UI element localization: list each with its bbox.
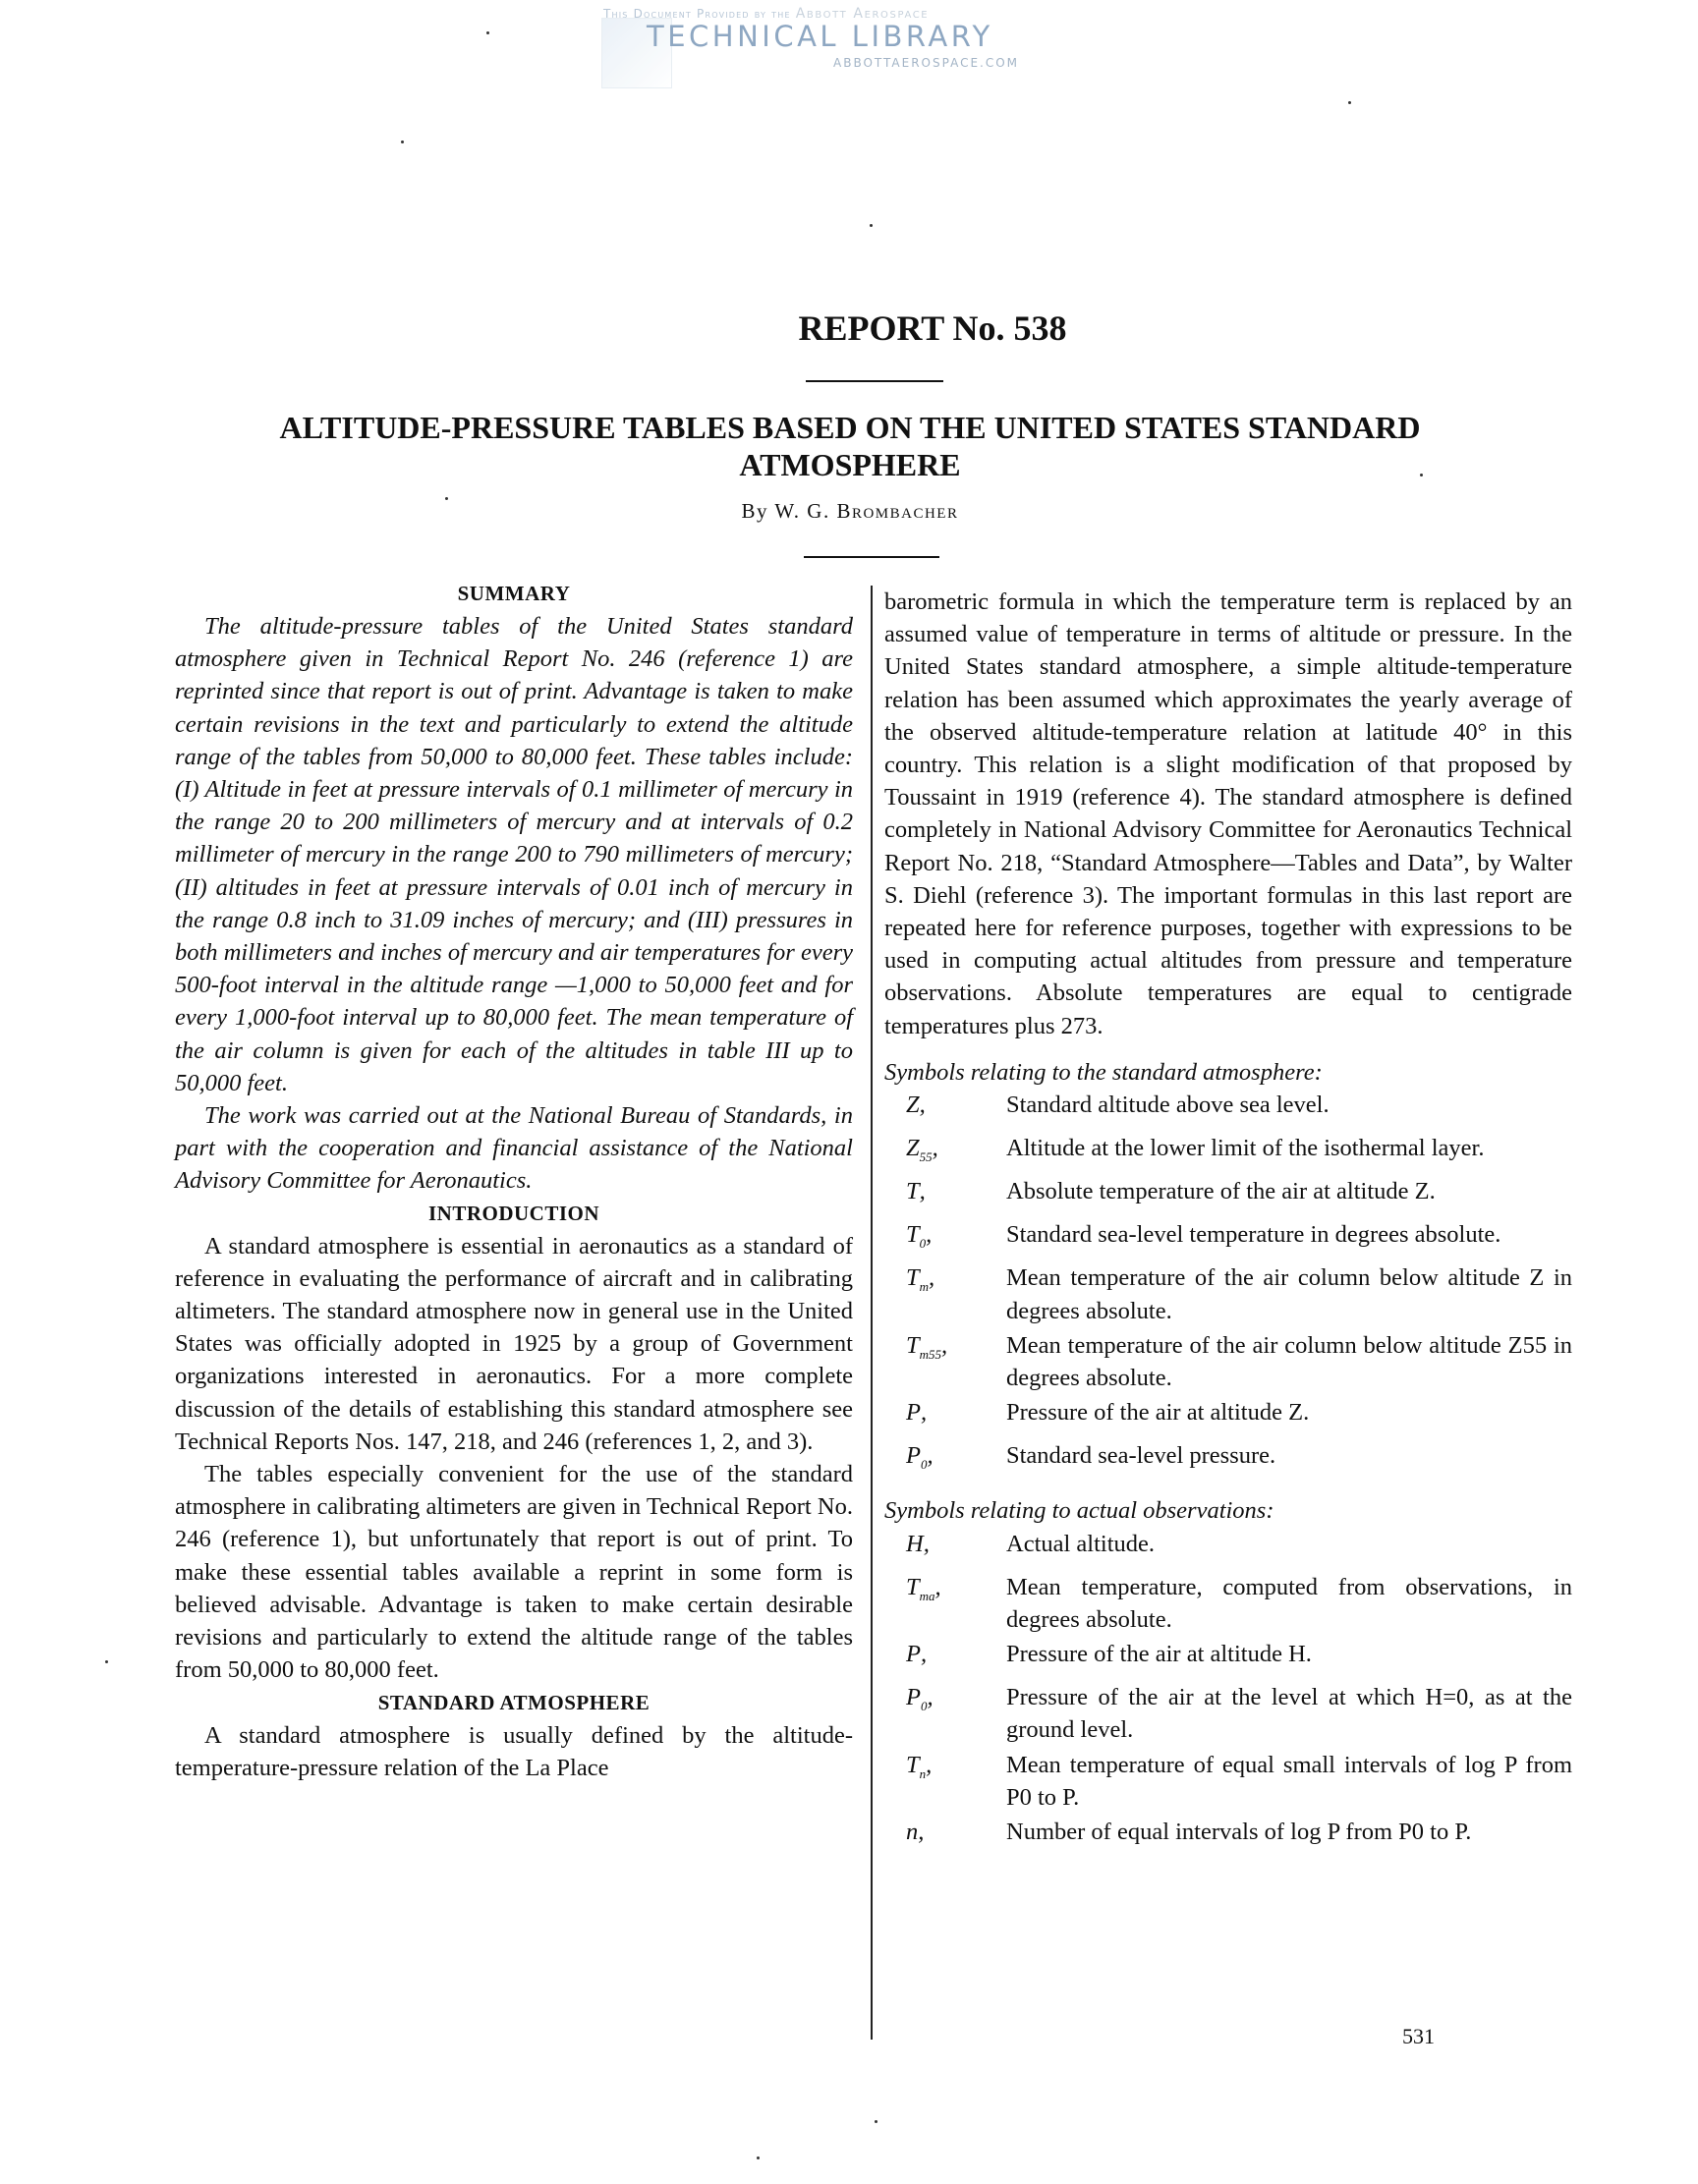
- symbol: H,: [906, 1530, 930, 1557]
- symbol-subscript: ma: [919, 1588, 935, 1603]
- symbol-letter: T: [906, 1331, 920, 1359]
- left-column: [175, 578, 853, 1784]
- symbols-standard-list: [884, 1089, 1572, 1481]
- byline: [167, 499, 1533, 524]
- symbol-description: Standard sea-level temperature in degrees absolute.: [1006, 1221, 1501, 1249]
- scan-speck: [486, 31, 489, 34]
- symbol: Z,: [906, 1092, 926, 1119]
- introduction-paragraph-1: A standard atmosphere is essential in aeronautics as a standard of reference in evaluating the performance of aircraft and in calibrating altimeters. The standard atmosphere now in general use in the United States was officially adopted in 1925 by a group of Government organizations interested in aeronautics. For a more complete discussion of the details of establishing this standard atmosphere see Technical Reports Nos. 147, 218, and 246 (references 1, 2, and 3).: [175, 1232, 853, 1455]
- symbol-definition: [884, 1218, 1572, 1260]
- symbol-description: Mean temperature, computed from observations, in degrees absolute.: [1006, 1573, 1572, 1633]
- introduction-paragraph-2: The tables especially convenient for the use of the standard atmosphere in calibrating altimeters are given in Technical Report No. 246 (reference 1), but unfortunately that report is out of print. To make these essential tables available a reprint in some form is believed advisable. Advantage is taken to make certain desirable revisions and particularly to extend the altitude range of the tables from 50,000 to 80,000 feet.: [175, 1461, 853, 1684]
- symbol-subscript: m55: [919, 1346, 942, 1362]
- symbol-definition: [884, 1396, 1572, 1437]
- symbol-description: Absolute temperature of the air at altitude Z.: [1006, 1178, 1436, 1205]
- report-number: REPORT No. 538: [798, 308, 1067, 348]
- symbol-definition: [884, 1681, 1572, 1746]
- symbol: n,: [906, 1819, 925, 1846]
- symbol-definition: [884, 1571, 1572, 1636]
- symbol: $T_m$,: [906, 1264, 935, 1295]
- scan-speck: [1348, 101, 1351, 104]
- symbol: P,: [906, 1399, 928, 1427]
- symbol: P,: [906, 1641, 928, 1668]
- symbol-letter: T: [906, 1751, 920, 1778]
- watermark: [597, 4, 1089, 83]
- symbol-description: Pressure of the air at the level at which H=0, as at the ground level.: [1006, 1684, 1572, 1744]
- header-divider: [806, 380, 943, 382]
- symbol-letter: T: [906, 1573, 920, 1600]
- symbol: $Z_{55}$,: [906, 1135, 938, 1165]
- scan-speck: [870, 224, 873, 227]
- symbol-letter: Z: [906, 1135, 920, 1162]
- symbol-definition: [884, 1329, 1572, 1394]
- symbol-description: Pressure of the air at altitude H.: [1006, 1641, 1312, 1668]
- scan-speck: [757, 2156, 760, 2159]
- symbol: $P_0$,: [906, 1684, 934, 1714]
- symbol-definition: [884, 1439, 1572, 1481]
- scan-speck: [445, 497, 448, 500]
- watermark-prefix: This Document Provided by the: [603, 7, 791, 21]
- title-line-2: ATMOSPHERE: [739, 447, 961, 482]
- symbols-observed-list: [884, 1528, 1572, 1858]
- summary-heading: SUMMARY: [457, 582, 571, 605]
- symbol-description: Number of equal intervals of log P from P0 to P.: [1006, 1819, 1472, 1846]
- symbol: $T_n$,: [906, 1751, 933, 1781]
- symbol-description: Mean temperature of the air column below altitude Z in degrees absolute.: [1006, 1264, 1572, 1324]
- symbol-subscript: 0: [920, 1457, 928, 1473]
- symbols-standard-heading: Symbols relating to the standard atmosphere:: [884, 1058, 1323, 1086]
- introduction-heading: INTRODUCTION: [427, 1201, 600, 1225]
- right-column: [884, 586, 1572, 1859]
- symbol-letter: n: [906, 1819, 919, 1846]
- symbol-definition: [884, 1175, 1572, 1216]
- symbol-letter: P: [906, 1442, 921, 1470]
- symbol-definition: [884, 1638, 1572, 1679]
- symbol-subscript: 55: [919, 1149, 933, 1165]
- watermark-library-title: TECHNICAL LIBRARY: [647, 20, 993, 53]
- symbol-definition: [884, 1749, 1572, 1814]
- symbol-letter: Z: [906, 1092, 920, 1119]
- byline-divider: [804, 556, 939, 558]
- symbol-description: Pressure of the air at altitude Z.: [1006, 1399, 1310, 1427]
- symbol-definition: [884, 1816, 1572, 1857]
- column-divider: [871, 586, 873, 2040]
- symbol-definition: [884, 1528, 1572, 1569]
- standard-atmosphere-paragraph-continued: barometric formula in which the temperature term is replaced by an assumed value of temperature in terms of altitude or pressure. In the United States standard atmosphere, a simple altitude-temperature relation has been assumed which approximates the yearly average of the observed altitude-temperature relation at latitude 40° in this country. This relation is a slight modification of that proposed by Toussaint in 1919 (reference 4). The standard atmosphere is defined completely in National Advisory Committee for Aeronautics Technical Report No. 218, “Standard Atmosphere—Tables and Data”, by Walter S. Diehl (reference 3). The important formulas in this last report are repeated here for reference purposes, together with expressions to be used in computing actual altitudes from pressure and temperature observations. Absolute temperatures are equal to centigrade temperatures plus 273.: [884, 588, 1572, 1039]
- symbol-definition: [884, 1132, 1572, 1173]
- symbol-subscript: n: [919, 1765, 927, 1781]
- scan-speck: [401, 140, 404, 143]
- watermark-url: ABBOTTAEROSPACE.COM: [833, 56, 1020, 70]
- byline-prefix: By W. G.: [741, 499, 830, 523]
- symbol-description: Mean temperature of equal small intervals of log P from P0 to P.: [1006, 1751, 1572, 1811]
- summary-paragraph-1: The altitude-pressure tables of the United States standard atmosphere given in Technical Report No. 246 (reference 1) are reprinted since that report is out of print. Advantage is taken to make certain revisions in the text and particularly to extend the altitude range of the tables from 50,000 to 80,000 feet. These tables include: (I) Altitude in feet at pressure intervals of 0.1 millimeter of mercury in the range 20 to 200 millimeters of mercury and at intervals of 0.2 millimeter of mercury in the range 200 to 790 millimeters of mercury; (II) altitudes in feet at pressure intervals of 0.01 inch of mercury in the range 0.8 inch to 31.09 inches of mercury; and (III) pressures in both millimeters and inches of mercury and air temperatures for every 500-foot interval in the altitude range —1,000 to 50,000 feet and for every 1,000-foot interval up to 80,000 feet. The mean temperature of the air column is given for each of the altitudes in table III up to 50,000 feet.: [175, 613, 853, 1096]
- symbol-description: Altitude at the lower limit of the isothermal layer.: [1006, 1135, 1485, 1162]
- symbol-letter: T: [906, 1221, 920, 1249]
- page-title: [167, 409, 1533, 483]
- symbol-description: Mean temperature of the air column below altitude Z55 in degrees absolute.: [1006, 1331, 1572, 1392]
- standard-atmosphere-paragraph-start: A standard atmosphere is usually defined by the altitude-temperature-pressure relation of the La Place: [175, 1721, 853, 1781]
- symbol-subscript: 0: [920, 1699, 928, 1714]
- title-line-1: ALTITUDE-PRESSURE TABLES BASED ON THE UNITED STATES STANDARD: [279, 410, 1421, 445]
- author-name: Brombacher: [836, 499, 959, 523]
- symbol-letter: H: [906, 1530, 924, 1557]
- symbol-letter: T: [906, 1264, 920, 1292]
- symbol-definition: [884, 1089, 1572, 1130]
- scan-speck: [1420, 474, 1423, 476]
- symbol-subscript: m: [919, 1279, 930, 1295]
- symbol-letter: T: [906, 1178, 920, 1205]
- page-number: 531: [1402, 2024, 1435, 2048]
- symbol-definition: [884, 1261, 1572, 1326]
- symbol-subscript: 0: [919, 1236, 927, 1252]
- symbol: $T_{m55}$,: [906, 1331, 948, 1362]
- scan-speck: [875, 2120, 877, 2123]
- symbol-description: Standard altitude above sea level.: [1006, 1092, 1330, 1119]
- symbol: T,: [906, 1178, 926, 1205]
- symbol-letter: P: [906, 1399, 921, 1427]
- standard-atmosphere-heading: STANDARD ATMOSPHERE: [377, 1690, 651, 1714]
- watermark-brand: Abbott Aerospace: [795, 6, 930, 22]
- scan-speck: [105, 1660, 108, 1663]
- symbols-observed-heading: Symbols relating to actual observations:: [884, 1497, 1274, 1525]
- symbol-description: Actual altitude.: [1006, 1530, 1156, 1557]
- symbol: $P_0$,: [906, 1442, 934, 1473]
- symbol-description: Standard sea-level pressure.: [1006, 1442, 1276, 1470]
- symbol-letter: P: [906, 1641, 921, 1668]
- summary-paragraph-2: The work was carried out at the National Bureau of Standards, in part with the cooperation and financial assistance of the National Advisory Committee for Aeronautics.: [175, 1102, 853, 1195]
- symbol-letter: P: [906, 1684, 921, 1711]
- symbol: $T_0$,: [906, 1221, 933, 1252]
- symbol: $T_{ma}$,: [906, 1573, 941, 1603]
